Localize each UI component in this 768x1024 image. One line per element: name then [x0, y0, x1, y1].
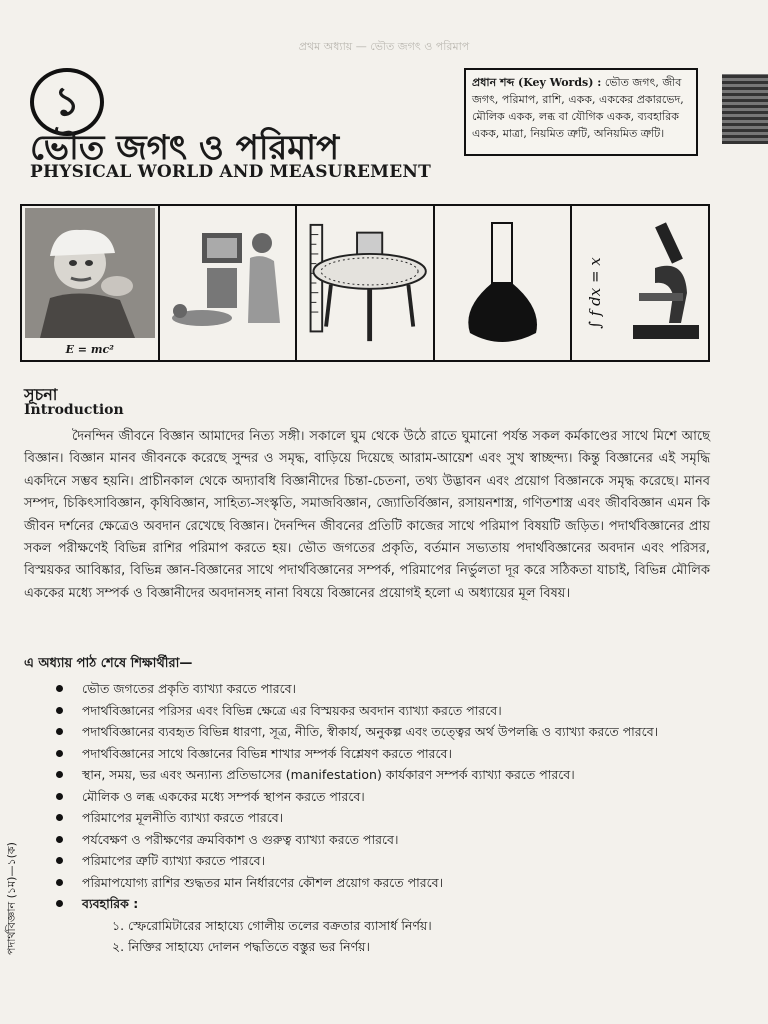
medical-scan-icon — [162, 213, 292, 353]
bullet-icon — [56, 836, 63, 843]
scientist-photo-icon — [25, 208, 155, 358]
integral-formula: ∫ f dx = x — [586, 257, 605, 329]
chapter-title-bengali: ভৌত জগৎ ও পরিমাপ — [30, 128, 340, 168]
key-words-box — [464, 68, 698, 156]
list-item: পরিমাপের মূলনীতি ব্যাখ্যা করতে পারবে। — [50, 807, 710, 829]
practical-list — [50, 915, 710, 958]
list-item: পদার্থবিজ্ঞানের সাথে বিজ্ঞানের বিভিন্ন শাখার সম্পর্ক বিশ্লেষণ করতে পারবে। — [50, 743, 710, 765]
list-item: পদার্থবিজ্ঞানের পরিসর এবং বিভিন্ন ক্ষেত্রে এর বিস্ময়কর অবদান ব্যাখ্যা করতে পারবে। — [50, 700, 710, 722]
objectives-list — [50, 678, 710, 958]
chapter-tab-marker — [722, 74, 768, 144]
chapter-title-english: PHYSICAL WORLD AND MEASUREMENT — [30, 162, 431, 182]
list-item: পর্যবেক্ষণ ও পরীক্ষণের ক্রমবিকাশ ও গুরুত্ব ব্যাখ্যা করতে পারবে। — [50, 829, 710, 851]
objectives-heading: এ অধ্যায় পাঠ শেষে শিক্ষার্থীরা— — [24, 656, 193, 671]
chapter-illustrations — [20, 204, 710, 362]
list-item: স্থান, সময়, ভর এবং অন্যান্য প্রতিভাসের (manifestation) কার্যকারণ সম্পর্ক ব্যাখ্যা করতে পারবে। — [50, 764, 710, 786]
microscope-illustration — [572, 206, 708, 360]
practical-list-container — [50, 915, 710, 958]
bullet-icon — [56, 879, 63, 886]
list-item: পদার্থবিজ্ঞানের ব্যবহৃত বিভিন্ন ধারণা, সূত্র, নীতি, স্বীকার্য, অনুকল্প এবং তত্ত্বের অর্থ উপলব্ধি ও ব্যাখ্যা করতে পারবে। — [50, 721, 710, 743]
list-item: পরিমাপযোগ্য রাশির শুদ্ধতর মান নির্ধারণের কৌশল প্রয়োগ করতে পারবে। — [50, 872, 710, 894]
list-item: ব্যবহারিক : — [50, 893, 710, 915]
key-words-text: ভৌত জগৎ, জীব জগৎ, পরিমাপ, রাশি, একক, এককের প্রকারভেদ, মৌলিক একক, লব্ধ বা যৌগিক একক, ব্যবহারিক একক, মাত্রা, নিয়মিত ত্রুটি, অনিয়মিত ত্রুটি। — [472, 76, 684, 140]
side-margin-label: পদার্থবিজ্ঞান (১ম)—১(ক) — [5, 842, 18, 955]
flask-illustration — [435, 206, 573, 360]
figure-caption: E = mc² — [65, 343, 114, 356]
microscope-icon — [625, 213, 705, 353]
list-item: ভৌত জগতের প্রকৃতি ব্যাখ্যা করতে পারবে। — [50, 678, 710, 700]
bullet-icon — [56, 707, 63, 714]
section-title-bengali: সূচনা — [24, 385, 58, 404]
list-item: পরিমাপের ত্রুটি ব্যাখ্যা করতে পারবে। — [50, 850, 710, 872]
spherometer-illustration — [297, 206, 435, 360]
bullet-icon — [56, 793, 63, 800]
practical-item: ১. স্ফেরোমিটারের সাহায্যে গোলীয় তলের বক্রতার ব্যাসার্ধ নির্ণয়। — [112, 917, 432, 933]
einstein-portrait — [22, 206, 160, 360]
bullet-icon — [56, 814, 63, 821]
medical-imaging-illustration — [160, 206, 298, 360]
bullet-icon — [56, 685, 63, 692]
bullet-icon — [56, 900, 63, 907]
chapter-number-badge: ১ — [30, 68, 104, 136]
key-words-label: প্রধান শব্দ (Key Words) : — [472, 76, 602, 89]
flask-icon — [448, 213, 558, 353]
practical-item: ২. নিক্তির সাহায্যে দোলন পদ্ধতিতে বস্তুর ভর নির্ণয়। — [112, 939, 370, 954]
formula-panel — [575, 213, 625, 353]
section-title-english: Introduction — [24, 402, 124, 418]
introduction-paragraph: দৈনন্দিন জীবনে বিজ্ঞান আমাদের নিত্য সঙ্গী। সকালে ঘুম থেকে উঠে রাতে ঘুমানো পর্যন্ত সকল কর্মকাণ্ডের সাথে মিশে আছে বিজ্ঞান। বিজ্ঞান মানব জীবনকে করেছে সুন্দর ও সমৃদ্ধ, বাড়িয়ে দিয়েছে আরাম-আয়েশ এবং সুখ স্বাচ্ছন্দ্য। কিন্তু বিজ্ঞানের এই সমৃদ্ধি একদিনে সম্ভব হয়নি। প্রাচীনকাল থেকে অদ্যাবধি বিজ্ঞানীদের চিন্তা-চেতনা, তথ্য উদ্ভাবন এবং প্রয়োগ বিজ্ঞানকে সমৃদ্ধ করেছে। মানব সম্পদ, চিকিৎসাবিজ্ঞান, কৃষিবিজ্ঞান, সাহিত্য-সংস্কৃতি, সমাজবিজ্ঞান, জ্যোতির্বিজ্ঞান, রসায়নশাস্ত্র, গণিতশাস্ত্র এবং জীববিজ্ঞান এমন কি জীবন দর্শনের ক্ষেত্রেও অবদান রেখেছে বিজ্ঞান। দৈনন্দিন জীবনের প্রতিটি কাজের সাথে পরিমাপ বিষয়টি জড়িত। পদার্থবিজ্ঞানের প্রায় সকল পরীক্ষণেই বিভিন্ন রাশির পরিমাপ করতে হয়। ভৌত জগতের প্রকৃতি, বর্তমান সভ্যতায় পদার্থবিজ্ঞানের অবদান এবং পরিসর, বিস্ময়কর আবিষ্কার, বিভিন্ন জ্ঞান-বিজ্ঞানের সাথে পদার্থবিজ্ঞানের সম্পর্ক, পরিমাপের নির্ভুলতা দূর করে সঠিকতা যাচাই, বিভিন্ন মৌলিক এককের মধ্যে সম্পর্ক ও বিজ্ঞানীদের অবদানসহ নানা বিষয়ে বিজ্ঞানের প্রয়োগই হলো এ অধ্যায়ের মূল বিষয়। — [24, 429, 710, 601]
list-item: মৌলিক ও লব্ধ এককের মধ্যে সম্পর্ক স্থাপন করতে পারবে। — [50, 786, 710, 808]
bullet-icon — [56, 728, 63, 735]
bullet-icon — [56, 771, 63, 778]
bullet-icon — [56, 750, 63, 757]
bullet-icon — [56, 857, 63, 864]
running-header: প্রথম অধ্যায় — ভৌত জগৎ ও পরিমাপ — [298, 40, 470, 53]
spherometer-icon — [297, 213, 433, 353]
